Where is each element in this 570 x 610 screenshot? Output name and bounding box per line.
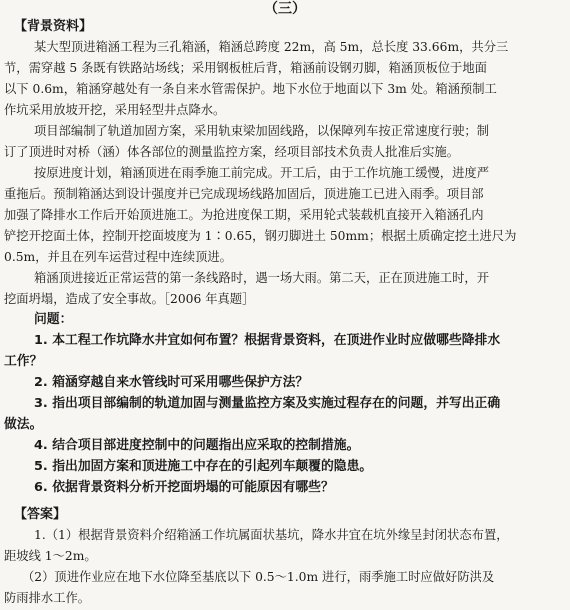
question-number: 2. [34, 375, 48, 390]
answer-line: （2）顶进作业应在地下水位降至基底以下 0.5～1.0m 进行，雨季施工时应做好防洪及 [22, 570, 495, 584]
background-line: 订了顶进时对桥（涵）体各部位的测量监控方案，经项目部技术负责人批准后实施。 [4, 145, 459, 159]
background-line: 按原进度计划，箱涵顶进在雨季施工前完成。开工后，由于工作坑施工缓慢，进度严 [34, 166, 489, 180]
question-4 [34, 437, 566, 455]
background-line: 以下 0.6m，箱涵穿越处有一条自来水管需保护。地下水位于地面以下 3m 处。箱涵预制工 [4, 82, 497, 96]
question-3 [34, 395, 566, 413]
answer-heading: 【答案】 [14, 507, 67, 522]
background-line: 挖面坍塌，造成了安全事故。［2006 年真题］ [4, 292, 255, 306]
section-title: （三） [264, 1, 306, 17]
question-number: 4. [34, 438, 48, 453]
question-number: 5. [34, 459, 48, 474]
background-line: 节，需穿越 5 条既有铁路站场线；采用钢板桩后背，箱涵前设钢刃脚，箱涵顶板位于地面 [4, 61, 487, 75]
answer-line: 1.（1）根据背景资料介绍箱涵工作坑属面状基坑，降水井宜在坑外缘呈封闭状态布置， [34, 528, 509, 542]
question-text: 本工程工作坑降水井宜如何布置？根据背景资料，在顶进作业时应做哪些降排水 [52, 333, 501, 348]
question-number: 3. [34, 396, 48, 411]
background-line: 铲挖开挖面土体，控制开挖面坡度为 1∶0.65，钢刃脚进土 50mm；根据土质确定挖土进尺为 [4, 229, 517, 243]
question-2 [34, 374, 566, 392]
question-text: 依据背景资料分析开挖面坍塌的可能原因有哪些？ [52, 480, 334, 495]
answer-line: 距坡线 1～2m。 [4, 549, 97, 563]
answer-line: 防雨排水工作。 [4, 591, 91, 605]
question-text: 结合项目部进度控制中的问题指出应采取的控制措施。 [52, 438, 360, 453]
background-line: 项目部编制了轨道加固方案，采用轨束梁加固线路，以保障列车按正常速度行驶；制 [34, 124, 489, 138]
question-text: 指出加固方案和顶进施工中存在的引起列车颠覆的隐患。 [52, 459, 373, 474]
background-line: 0.5m，并且在列车运营过程中连续顶进。 [4, 250, 232, 264]
background-heading: 【背景资料】 [14, 19, 93, 34]
background-line: 某大型顶进箱涵工程为三孔箱涵，箱涵总跨度 22m，高 5m，总长度 33.66m，共分三 [34, 40, 509, 54]
background-line: 重拖后。预制箱涵达到设计强度并已完成现场线路加固后，顶进施工已进入雨季。项目部 [4, 187, 484, 201]
question-text: 箱涵穿越自来水管线时可采用哪些保护方法？ [52, 375, 309, 390]
question-continuation: 工作？ [4, 354, 43, 369]
background-line: 加强了降排水工作后开始顶进施工。为抢进度保工期，采用轮式装载机直接开入箱涵孔内 [4, 208, 484, 222]
question-continuation: 做法。 [4, 417, 43, 432]
questions-heading: 问题： [34, 312, 73, 327]
question-1 [34, 332, 566, 350]
question-number: 1. [34, 333, 48, 348]
question-number: 6. [34, 480, 48, 495]
question-text: 指出项目部编制的轨道加固与测量监控方案及实施过程存在的问题，并写出正确 [52, 396, 501, 411]
background-line: 箱涵顶进接近正常运营的第一条线路时，遇一场大雨。第二天，正在顶进施工时，开 [34, 271, 489, 285]
question-6 [34, 479, 566, 497]
question-5 [34, 458, 566, 476]
background-line: 作坑采用放坡开挖，采用轻型井点降水。 [4, 103, 226, 117]
